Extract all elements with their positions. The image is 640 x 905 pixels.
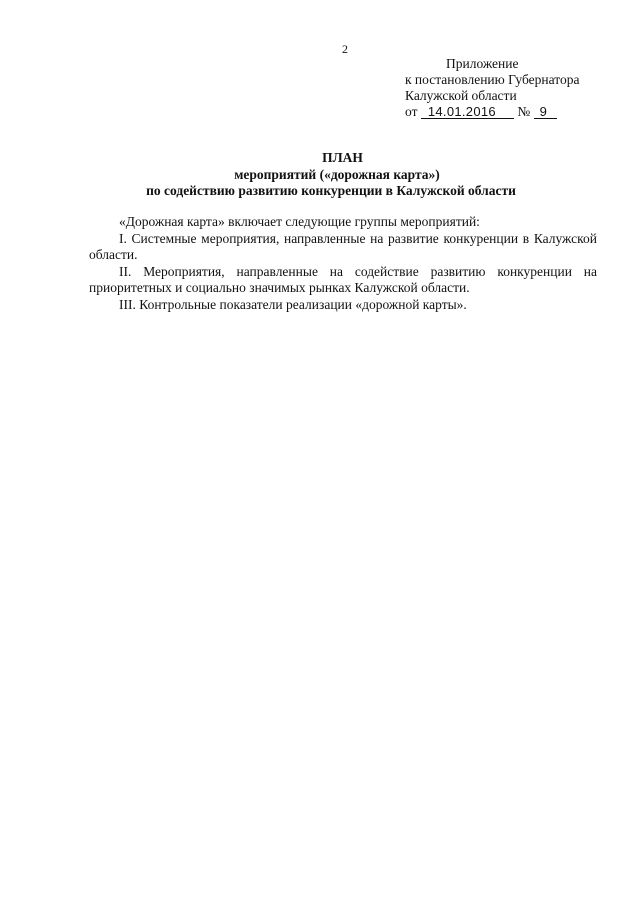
body-item-2: II. Мероприятия, направленные на содействие развитию конкуренции на приоритетных и социально значимых рынках Калужской области.: [89, 263, 597, 295]
decree-number: 9: [534, 105, 558, 119]
title-heading: ПЛАН: [322, 150, 363, 165]
appendix-region: Калужской области: [405, 88, 517, 103]
appendix-header: [405, 56, 579, 120]
page-number: 2: [342, 42, 348, 56]
document-title: [0, 150, 640, 200]
title-subject: по содействию развитию конкуренции в Калужской области: [146, 183, 516, 198]
appendix-title: Приложение: [446, 56, 519, 71]
body-item-1: I. Системные мероприятия, направленные на развитие конкуренции в Калужской области.: [89, 230, 597, 262]
decree-date: 14.01.2016: [421, 105, 514, 119]
appendix-decree-ref: к постановлению Губернатора: [405, 72, 580, 87]
body-intro: «Дорожная карта» включает следующие группы мероприятий:: [119, 214, 480, 229]
document-body: [89, 214, 597, 313]
date-prefix: от: [405, 104, 418, 119]
body-item-3: III. Контрольные показатели реализации «дорожной карты».: [119, 296, 467, 312]
title-subtitle: мероприятий («дорожная карта»): [234, 166, 440, 182]
number-prefix: №: [517, 104, 531, 119]
appendix-date-line: [405, 104, 579, 120]
